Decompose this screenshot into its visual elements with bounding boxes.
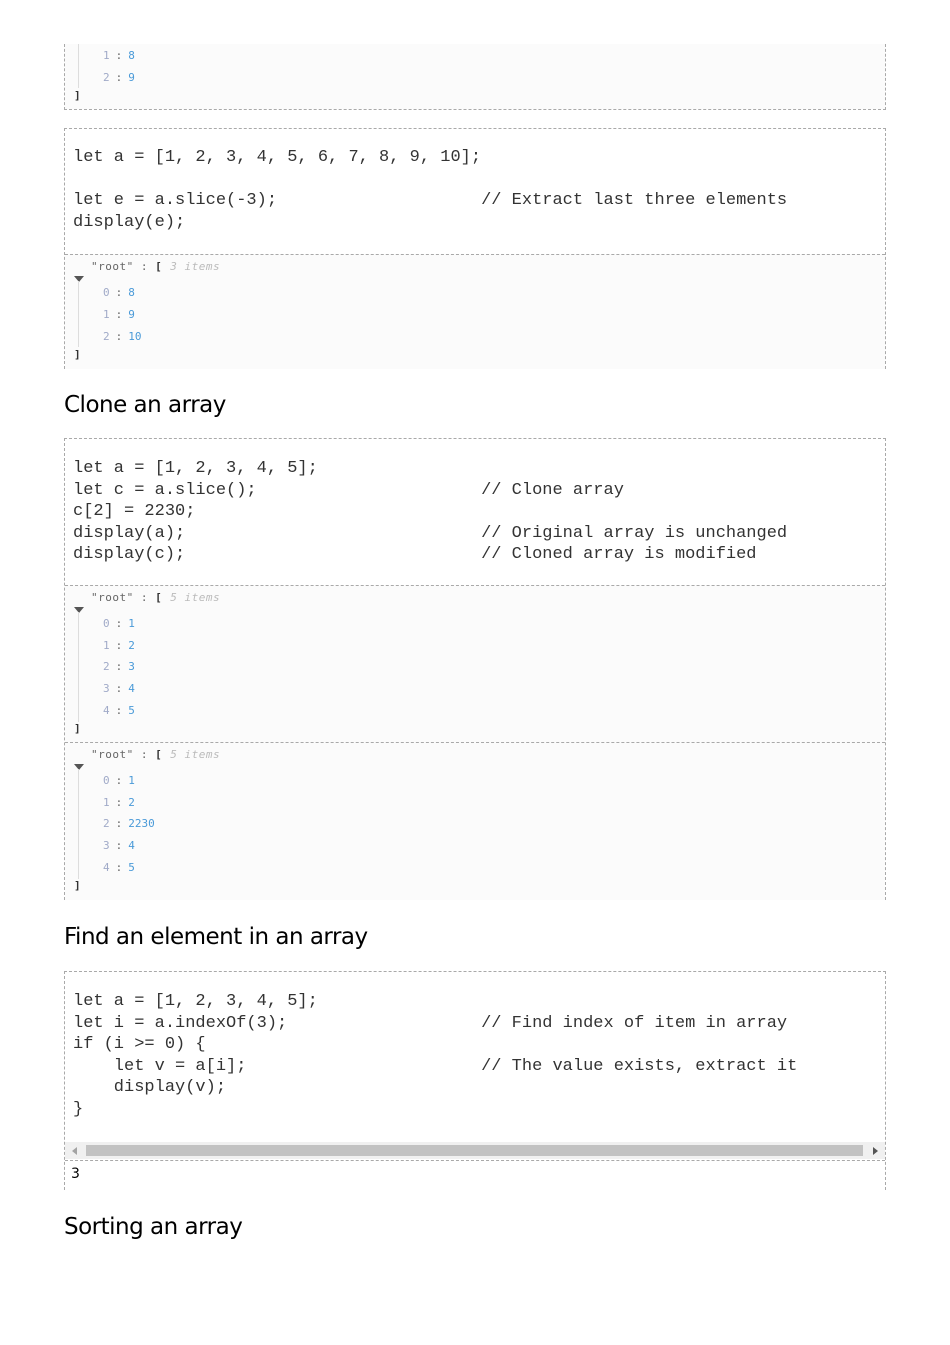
scrollbar-thumb[interactable] (86, 1145, 863, 1156)
tree-row: 0 : 8 (103, 286, 135, 299)
code-editor[interactable]: let a = [1, 2, 3, 4, 5]; let c = a.slice(); // Clone array c[2] = 2230; display(a); // Original array is unchanged display(c); // Cloned array is modified (73, 459, 788, 565)
json-output-tree (65, 254, 885, 369)
code-block-slice (64, 128, 886, 369)
tree-close-bracket: ] (74, 89, 81, 102)
tree-row: 1 : 2 (103, 796, 135, 809)
collapse-toggle-icon[interactable] (74, 764, 84, 770)
section-heading-sort: Sorting an array (64, 1214, 243, 1240)
section-heading-find: Find an element in an array (64, 924, 368, 950)
item-count: 3 items (170, 260, 221, 273)
tree-row: 4 : 5 (103, 704, 135, 717)
code-output-block-partial (64, 44, 886, 110)
tree-row: 0 : 1 (103, 617, 135, 630)
code-editor[interactable]: let a = [1, 2, 3, 4, 5]; let i = a.indexOf(3); // Find index of item in array if (i >= 0) { let v = a[i]; // The value exists, extract it display(v); } (73, 992, 798, 1119)
tree-guide-line (78, 612, 79, 722)
item-count: 5 items (170, 748, 221, 761)
tree-root-label: "root" : [ 5 items (91, 591, 221, 604)
tree-close-bracket: ] (74, 722, 81, 735)
tree-row: 3 : 4 (103, 839, 135, 852)
tree-guide-line (78, 281, 79, 347)
section-heading-clone: Clone an array (64, 392, 226, 418)
tree-row: 2 : 2230 (103, 817, 155, 830)
tree-row: 1 : 8 (103, 49, 135, 62)
code-block-find (64, 971, 886, 1190)
json-output-tree-cloned (65, 742, 885, 900)
collapse-toggle-icon[interactable] (74, 607, 84, 613)
horizontal-scrollbar[interactable] (65, 1142, 885, 1159)
collapse-toggle-icon[interactable] (74, 276, 84, 282)
code-block-clone (64, 438, 886, 900)
json-output-tree-original (65, 585, 885, 742)
tree-root-label: "root" : [ 3 items (91, 260, 221, 273)
output-value: 3 (71, 1166, 80, 1182)
item-count: 5 items (170, 591, 221, 604)
tree-close-bracket: ] (74, 348, 81, 361)
tree-row: 2 : 9 (103, 71, 135, 84)
tree-close-bracket: ] (74, 879, 81, 892)
tree-row: 0 : 1 (103, 774, 135, 787)
tree-row: 2 : 10 (103, 330, 142, 343)
tree-root-label: "root" : [ 5 items (91, 748, 221, 761)
tree-row: 4 : 5 (103, 861, 135, 874)
tree-row: 3 : 4 (103, 682, 135, 695)
tree-row: 1 : 2 (103, 639, 135, 652)
code-editor[interactable]: let a = [1, 2, 3, 4, 5, 6, 7, 8, 9, 10]; let e = a.slice(-3); // Extract last three elements display(e); (73, 148, 788, 232)
scroll-left-icon[interactable] (72, 1147, 77, 1155)
text-output (65, 1160, 885, 1190)
tree-guide-line (78, 769, 79, 879)
tree-row: 1 : 9 (103, 308, 135, 321)
tree-row: 2 : 3 (103, 660, 135, 673)
tree-guide-line (78, 44, 79, 88)
json-output-tree (65, 44, 885, 109)
scroll-right-icon[interactable] (873, 1147, 878, 1155)
